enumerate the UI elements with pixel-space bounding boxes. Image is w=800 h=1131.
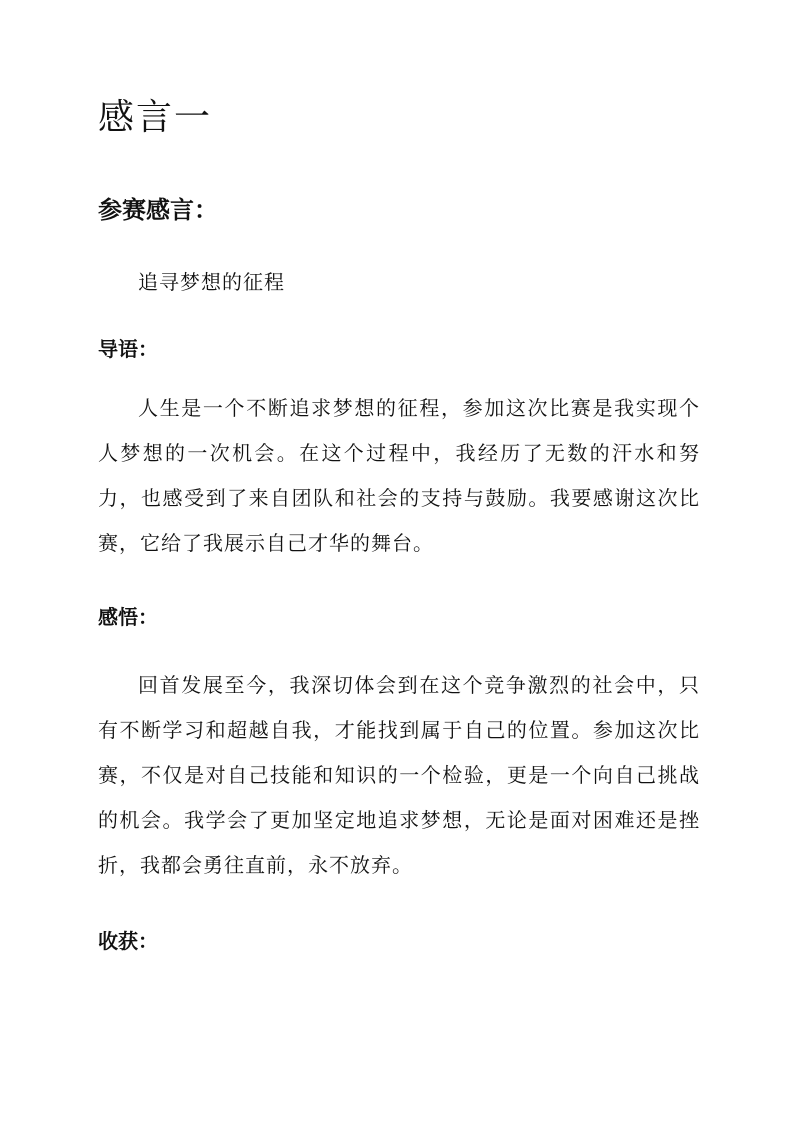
intro-heading: 导语：: [98, 337, 158, 361]
reflection-paragraph: 回首发展至今，我深切体会到在这个竞争激烈的社会中，只有不断学习和超越自我，才能找到属于自己的位置。参加这次比赛，不仅是对自己技能和知识的一个检验，更是一个向自己挑战的机会。我学会了更加坚定地追求梦想，无论是面对困难还是挫折，我都会勇往直前，永不放弃。: [98, 673, 700, 877]
intro-paragraph: 人生是一个不断追求梦想的征程，参加这次比赛是我实现个人梦想的一次机会。在这个过程中，我经历了无数的汗水和努力，也感受到了来自团队和社会的支持与鼓励。我要感谢这次比赛，它给了我展示自己才华的舞台。: [98, 396, 700, 555]
section-heading: 参赛感言：: [98, 195, 218, 224]
reflection-heading: 感悟：: [98, 605, 158, 629]
gains-heading: 收获：: [98, 929, 158, 953]
document-title: 感言一: [98, 97, 213, 138]
essay-subtitle: 追寻梦想的征程: [138, 270, 285, 294]
